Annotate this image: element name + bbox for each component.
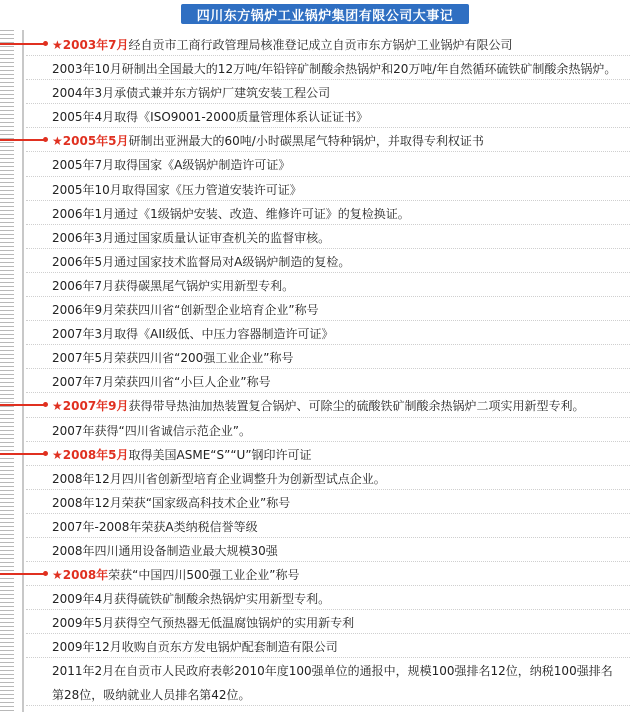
event-description: 2006年1月通过《1级锅炉安装、改造、维修许可证》的复检换证。 <box>52 206 410 221</box>
event-row <box>0 490 630 514</box>
event-description: 2011年2月在自贡市人民政府表彰2010年度100强单位的通报中，规模100强排名12位，纳税100强排名第28位，吸纳就业人员排名第42位。 <box>52 664 613 703</box>
event-text-block <box>52 634 624 659</box>
event-text-block <box>52 104 624 129</box>
event-text-block <box>52 586 624 611</box>
event-row <box>0 345 630 369</box>
milestone-date: 2008年 <box>62 568 109 583</box>
event-description: 经自贡市工商行政管理局核准登记成立自贡市东方锅炉工业锅炉有限公司 <box>128 38 513 52</box>
event-description: 2005年4月取得《ISO9001-2000质量管理体系认证证书》 <box>52 110 369 125</box>
milestone-date: 2003年7月 <box>62 38 129 52</box>
event-description: 2007年-2008年荣获A类纳税信誉等级 <box>52 519 258 534</box>
event-text-block <box>52 442 624 467</box>
event-text-block <box>52 490 624 515</box>
event-description: 2006年7月获得碳黑尾气锅炉实用新型专利。 <box>52 278 295 293</box>
event-row <box>0 514 630 538</box>
milestone-connector <box>0 573 46 575</box>
event-row <box>0 249 630 273</box>
event-description: 2005年7月取得国家《A级锅炉制造许可证》 <box>52 158 291 173</box>
milestone-connector <box>0 453 46 455</box>
milestone-date: 2005年5月 <box>62 134 129 149</box>
page-title: 四川东方锅炉工业锅炉集团有限公司大事记 <box>196 8 454 24</box>
event-row <box>0 201 630 225</box>
event-text-block <box>52 177 624 202</box>
event-description: 荣获“中国四川500强工业企业”称号 <box>108 568 300 583</box>
event-text-block <box>52 610 624 635</box>
event-description: 研制出亚洲最大的60吨/小时碳黑尾气特种锅炉，并取得专利权证书 <box>128 134 484 149</box>
event-text-block <box>52 273 624 298</box>
event-text-block <box>52 152 624 177</box>
event-row <box>0 225 630 249</box>
event-row <box>0 538 630 562</box>
star-icon: ★ <box>52 134 63 149</box>
event-description: 2003年10月研制出全国最大的12万吨/年铅锌矿制酸余热锅炉和20万吨/年自然循环硫铁矿制酸余热锅炉。 <box>52 62 617 77</box>
star-icon: ★ <box>52 38 63 52</box>
event-description: 2008年12月四川省创新型培育企业调整升为创新型试点企业。 <box>52 471 386 486</box>
event-row <box>0 658 630 706</box>
event-text-block <box>52 128 624 153</box>
milestone-row <box>0 128 630 152</box>
event-row <box>0 273 630 297</box>
event-row <box>0 56 630 80</box>
event-description: 2009年4月获得硫铁矿制酸余热锅炉实用新型专利。 <box>52 592 331 607</box>
event-row <box>0 80 630 104</box>
event-description: 2007年3月取得《AII级低、中压力容器制造许可证》 <box>52 327 334 342</box>
event-description: 2006年5月通过国家技术监督局对A级锅炉制造的复检。 <box>52 254 351 269</box>
event-row <box>0 104 630 128</box>
star-icon: ★ <box>52 568 63 583</box>
event-description: 2007年7月荣获四川省“小巨人企业”称号 <box>52 375 271 390</box>
event-text-block <box>52 345 624 370</box>
star-icon: ★ <box>52 399 63 414</box>
event-text-block <box>52 297 624 322</box>
event-text-block <box>52 56 624 81</box>
milestone-row <box>0 393 630 417</box>
event-description: 获得带导热油加热装置复合锅炉、可除尘的硫酸铁矿制酸余热锅炉二项实用新型专利。 <box>128 399 585 414</box>
milestone-connector <box>0 139 46 141</box>
event-description: 2008年12月荣获“国家级高科技术企业”称号 <box>52 495 291 510</box>
event-text-block <box>52 466 624 491</box>
event-text-block <box>52 225 624 250</box>
event-description: 2007年获得“四川省诚信示范企业”。 <box>52 423 251 438</box>
event-description: 2006年3月通过国家质量认证审查机关的监督审核。 <box>52 230 331 245</box>
event-description: 2005年10月取得国家《压力管道安装许可证》 <box>52 182 302 197</box>
event-row <box>0 297 630 321</box>
event-row <box>0 369 630 393</box>
event-description: 2008年四川通用设备制造业最大规模30强 <box>52 543 278 558</box>
event-text-block <box>52 538 624 563</box>
event-description: 2007年5月荣获四川省“200强工业企业”称号 <box>52 351 294 366</box>
event-row <box>0 321 630 345</box>
event-description: 取得美国ASME“S”“U”钢印许可证 <box>128 447 312 462</box>
event-text-block <box>52 514 624 539</box>
event-text-block <box>52 369 624 394</box>
milestone-date: 2008年5月 <box>62 447 129 462</box>
event-row <box>0 610 630 634</box>
event-row <box>0 586 630 610</box>
milestone-row <box>0 562 630 586</box>
star-icon: ★ <box>52 447 63 462</box>
event-row <box>0 466 630 490</box>
event-row <box>0 152 630 176</box>
event-text-block <box>52 32 624 57</box>
event-text-block <box>52 562 624 587</box>
event-row <box>0 177 630 201</box>
milestone-row <box>0 442 630 466</box>
milestone-connector <box>0 43 46 45</box>
event-text-block <box>52 321 624 346</box>
event-description: 2009年12月收购自贡东方发电锅炉配套制造有限公司 <box>52 640 338 655</box>
title-banner <box>181 4 469 24</box>
event-description: 2009年5月获得空气预热器无低温腐蚀锅炉的实用新专利 <box>52 616 355 631</box>
event-text-block <box>52 658 624 707</box>
milestone-row <box>0 32 630 56</box>
event-description: 2004年3月承债式兼并东方锅炉厂建筑安装工程公司 <box>52 86 331 101</box>
event-text-block <box>52 201 624 226</box>
event-text-block <box>52 393 624 418</box>
milestone-connector <box>0 404 46 406</box>
event-text-block <box>52 418 624 443</box>
event-text-block <box>52 80 624 105</box>
event-list <box>0 32 630 706</box>
event-text-block <box>52 249 624 274</box>
event-description: 2006年9月荣获四川省“创新型企业培育企业”称号 <box>52 303 319 318</box>
event-row <box>0 418 630 442</box>
row-divider <box>26 705 630 706</box>
event-row <box>0 634 630 658</box>
milestone-date: 2007年9月 <box>62 399 129 414</box>
